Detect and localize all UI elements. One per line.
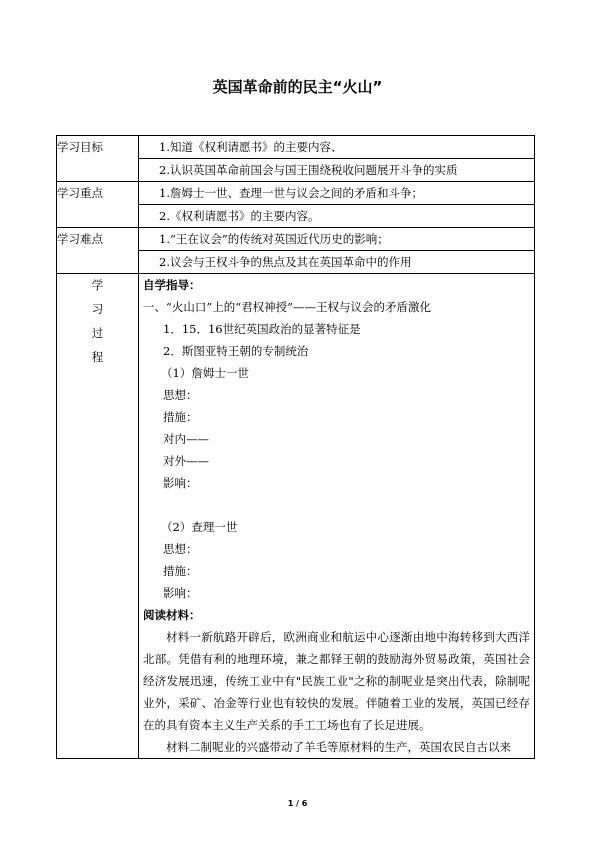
- james-domestic: 对内——: [163, 432, 209, 446]
- james-foreign: 对外——: [163, 454, 209, 468]
- section-1: 一、“火山口”上的“君权神授”——王权与议会的矛盾激化: [143, 300, 432, 314]
- point-1: 1．15．16世纪英国政治的显著特征是: [163, 322, 361, 336]
- charles-measures: 措施：: [163, 564, 198, 578]
- material-1: 材料一新航路开辟后，欧洲商业和航运中心逐渐由地中海转移到大西洋北部。凭借有利的地理环境，兼之都铎王朝的鼓励海外贸易政策，英国社会经济发展迅速，传统工业中有"民族工业"之称的制呢业是突出代表，除制呢业外，采矿、冶金等行业也有较快的发展。伴随着工业的发展，英国已经存在的具有资本主义生产关系的手工工场也有了长足进展。: [143, 630, 530, 732]
- label-difficult: 学习难点: [57, 228, 139, 274]
- charles-thought: 思想：: [163, 542, 198, 556]
- charles-impact: 影响：: [163, 586, 198, 600]
- label-goal: 学习目标: [57, 136, 139, 182]
- goal-item-1: 1.知道《权利请愿书》的主要内容、: [139, 136, 534, 159]
- row-difficult: [57, 228, 535, 274]
- row-key: [57, 182, 535, 228]
- key-item-2: 2.《权利请愿书》的主要内容。: [159, 209, 320, 223]
- guide-heading: 自学指导：: [143, 278, 201, 292]
- james-measures: 措施：: [163, 410, 198, 424]
- page-number: 1 / 6: [287, 799, 308, 808]
- label-key: 学习重点: [57, 182, 139, 228]
- point-2: 2．斯图亚特王朝的专制统治: [163, 344, 309, 358]
- goal-item-2: 2.认识英国革命前国会与国王围绕税收问题展开斗争的实质: [159, 163, 458, 177]
- material-2: 材料二制呢业的兴盛带动了羊毛等原材料的生产，英国农民自古以来: [166, 740, 511, 754]
- difficult-item-2: 2.议会与王权斗争的焦点及其在英国革命中的作用: [159, 255, 412, 269]
- james-heading: （1）詹姆士一世: [161, 366, 249, 380]
- label-process-char-2: 习: [91, 302, 104, 316]
- row-goal: [57, 136, 535, 182]
- difficult-item-1: 1.“王在议会”的传统对英国近代历史的影响；: [139, 228, 534, 251]
- charles-heading: （2）查理一世: [161, 520, 238, 534]
- study-table: [56, 135, 535, 759]
- reading-heading: 阅读材料：: [143, 608, 201, 622]
- james-impact: 影响：: [163, 476, 198, 490]
- key-item-1: 1.詹姆士一世、查理一世与议会之间的矛盾和斗争；: [139, 182, 534, 205]
- label-process-char-4: 程: [91, 350, 104, 364]
- label-process: [57, 274, 139, 759]
- row-process: [57, 274, 535, 759]
- james-thought: 思想：: [163, 388, 198, 402]
- label-process-char-3: 过: [91, 326, 104, 340]
- label-process-char-1: 学: [91, 278, 104, 292]
- page-title: 英国革命前的民主“火山”: [212, 78, 383, 96]
